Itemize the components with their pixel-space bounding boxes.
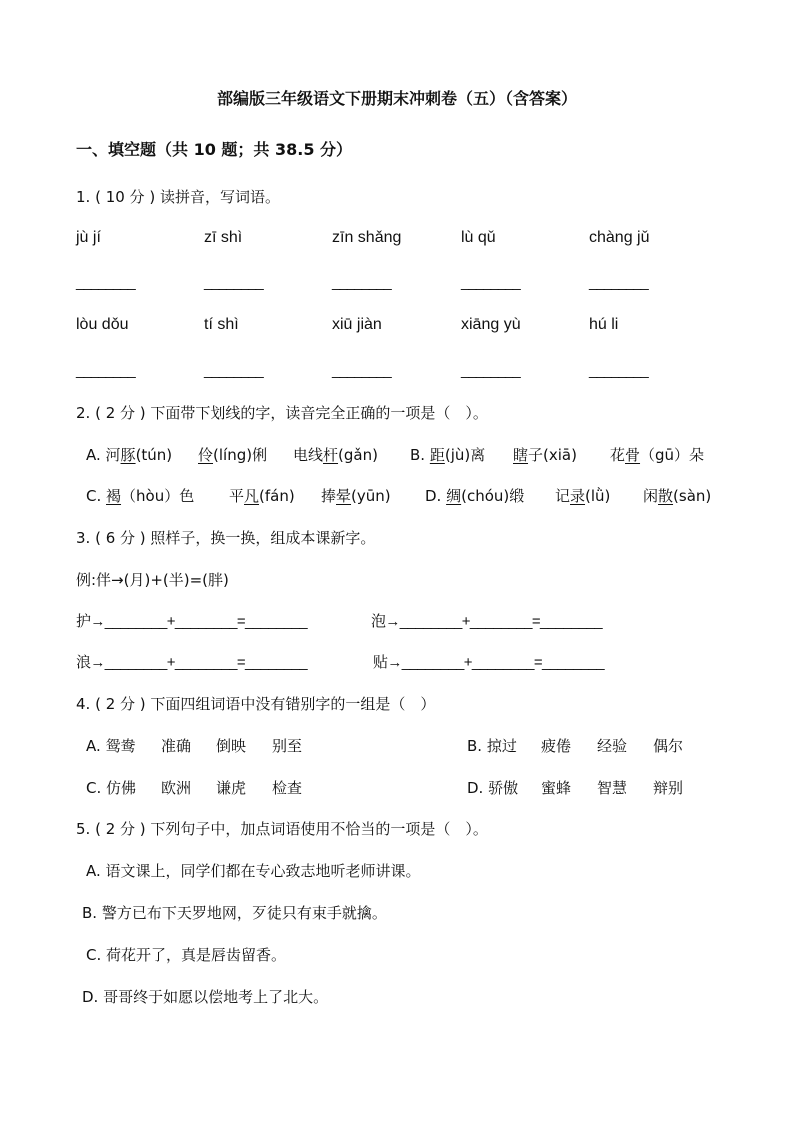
option-a-word: 伶(líng)俐: [198, 446, 268, 464]
option-d-word: 智慧: [597, 779, 628, 797]
option-c-word: 检查: [272, 779, 303, 797]
option-a-word: 别至: [272, 737, 303, 755]
fill-row[interactable]: 贴→________+________=________: [373, 654, 604, 671]
option-a-word: 准确: [161, 737, 192, 755]
option-b-word: 经验: [597, 737, 628, 755]
answer-blank[interactable]: ________: [76, 274, 135, 291]
option-d-word: 记录(lǜ): [555, 487, 611, 505]
pinyin-item: tí shì: [204, 316, 239, 333]
question-4-stem: 4. ( 2 分 ) 下面四组词语中没有错别字的一组是（ ）: [76, 695, 436, 713]
answer-blank[interactable]: ________: [461, 362, 520, 379]
option-a: A. 河豚(tún): [86, 446, 173, 464]
option-d-word: D. 骄傲: [467, 779, 519, 797]
pinyin-item: lù qǔ: [461, 229, 496, 246]
option-c-word: 平凡(fán): [229, 487, 295, 505]
fill-row[interactable]: 护→________+________=________: [76, 613, 307, 630]
option-b-word: 瞎子(xiā): [513, 446, 577, 464]
option-a: A. 语文课上，同学们都在专心致志地听老师讲课。: [86, 862, 421, 880]
option-b-word: 花骨（gū）朵: [610, 446, 705, 464]
pinyin-item: lòu dǒu: [76, 316, 129, 333]
option-a-word: 倒映: [216, 737, 247, 755]
option-b: B. 距(jù)离: [410, 446, 486, 464]
option-d: D. 哥哥终于如愿以偿地考上了北大。: [82, 988, 329, 1006]
option-c: C. 荷花开了，真是唇齿留香。: [86, 946, 287, 964]
answer-blank[interactable]: ________: [589, 362, 648, 379]
answer-blank[interactable]: ________: [204, 274, 263, 291]
question-2-stem: 2. ( 2 分 ) 下面带下划线的字，读音完全正确的一项是（ ）。: [76, 404, 488, 422]
section-heading: 一、填空题（共 10 题；共 38.5 分）: [76, 140, 353, 159]
pinyin-item: zīn shǎng: [332, 229, 402, 246]
option-d: D. 绸(chóu)缎: [425, 487, 525, 505]
option-b: B. 警方已布下天罗地网，歹徒只有束手就擒。: [82, 904, 387, 922]
option-d-word: 闲散(sàn): [643, 487, 712, 505]
option-a-word: A. 鸳鸯: [86, 737, 136, 755]
example-line: 例:伴→(月)+(半)=(胖): [76, 571, 229, 589]
option-b-word: 疲倦: [541, 737, 572, 755]
answer-blank[interactable]: ________: [332, 274, 391, 291]
answer-blank[interactable]: ________: [461, 274, 520, 291]
option-c-word: C. 仿佛: [86, 779, 137, 797]
option-c-word: 谦虎: [216, 779, 247, 797]
question-1-stem: 1. ( 10 分 ) 读拼音，写词语。: [76, 188, 280, 206]
question-5-stem: 5. ( 2 分 ) 下列句子中，加点词语使用不恰当的一项是（ ）。: [76, 820, 488, 838]
answer-blank[interactable]: ________: [76, 362, 135, 379]
pinyin-item: zī shì: [204, 229, 243, 246]
pinyin-item: hú li: [589, 316, 619, 333]
pinyin-item: xiū jiàn: [332, 316, 382, 333]
option-c-word: 欧洲: [161, 779, 192, 797]
answer-blank[interactable]: ________: [589, 274, 648, 291]
option-d-word: 辩别: [653, 779, 684, 797]
option-d-word: 蜜蜂: [541, 779, 572, 797]
pinyin-item: chàng jǔ: [589, 229, 650, 246]
fill-row[interactable]: 泡→________+________=________: [371, 613, 602, 630]
pinyin-item: xiāng yù: [461, 316, 521, 333]
option-c: C. 褐（hòu）色: [86, 487, 195, 505]
option-b-word: 偶尔: [653, 737, 684, 755]
question-3-stem: 3. ( 6 分 ) 照样子，换一换，组成本课新字。: [76, 529, 376, 547]
option-c-word: 捧晕(yūn): [321, 487, 391, 505]
pinyin-item: jù jí: [76, 229, 101, 246]
fill-row[interactable]: 浪→________+________=________: [76, 654, 307, 671]
option-b-word: B. 掠过: [467, 737, 517, 755]
answer-blank[interactable]: ________: [332, 362, 391, 379]
answer-blank[interactable]: ________: [204, 362, 263, 379]
option-a-word: 电线杆(gǎn): [293, 446, 378, 464]
page-title: 部编版三年级语文下册期末冲刺卷（五）（含答案）: [216, 89, 577, 108]
